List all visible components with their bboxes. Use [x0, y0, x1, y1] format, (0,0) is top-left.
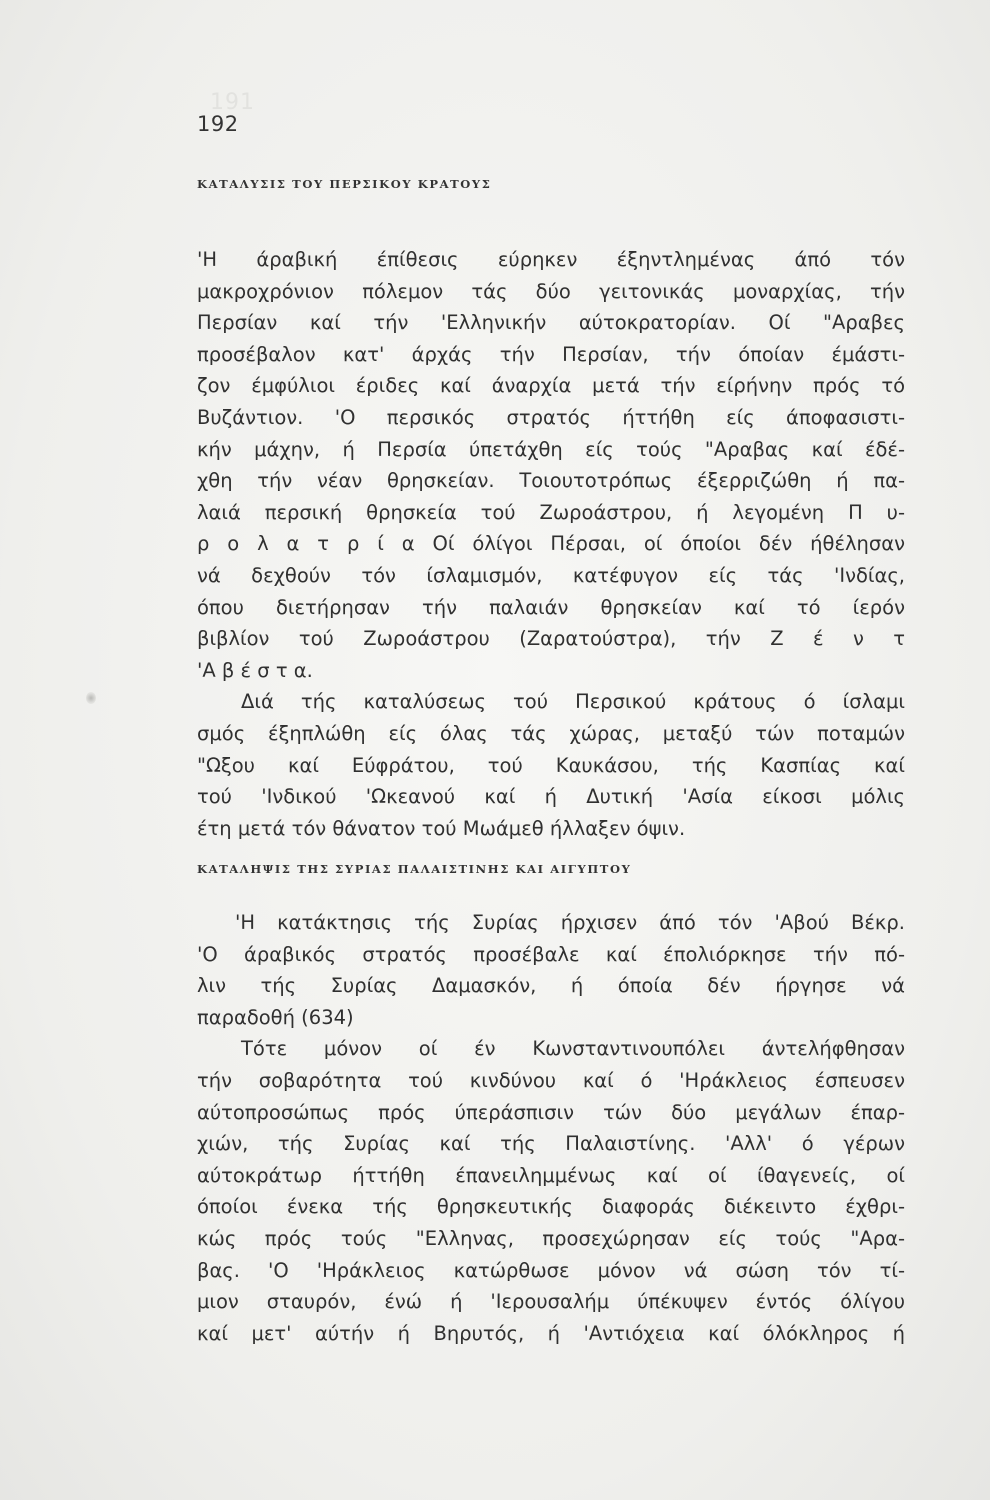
paragraph-line: βας. 'Ο 'Ηράκλειος κατώρθωσε μόνον νά σώση τόν τί- [197, 1258, 905, 1282]
paragraph-line: 'Ο άραβικός στρατός προσέβαλε καί έπολιόρκησε τήν πό- [197, 942, 905, 966]
paragraph-line: κήν μάχην, ή Περσία ύπετάχθη είς τούς "Αραβας καί έδέ- [197, 437, 905, 461]
paragraph-line: σμός έξηπλώθη είς όλας τάς χώρας, μεταξύ τών ποταμών [197, 721, 905, 745]
paragraph-line: παραδοθή (634) [197, 1005, 354, 1029]
bleed-through-page-number: 191 [210, 90, 255, 115]
paragraph-line: Διά τής καταλύσεως τού Περσικού κράτους ό ίσλαμι [241, 690, 905, 714]
paragraph-line: όποίοι ένεκα τής θρησκευτικής διαφοράς διέκειντο έχθρι- [197, 1195, 905, 1219]
paragraph-line: "Ωξου καί Εύφράτου, τού Καυκάσου, τής Κασπίας καί [197, 753, 905, 777]
paragraph-line: όπου διετήρησαν τήν παλαιάν θρησκείαν καί τό ίερόν [197, 595, 905, 619]
paragraph-line: νά δεχθούν τόν ίσλαμισμόν, κατέφυγον είς τάς 'Ινδίας, [197, 563, 905, 587]
paragraph-line: Περσίαν καί τήν 'Ελληνικήν αύτοκρατορίαν. Οί "Αραβες [197, 311, 905, 335]
paragraph-line: ζον έμφύλιοι έριδες καί άναρχία μετά τήν είρήνην πρός τό [197, 374, 905, 398]
paragraph-line: Βυζάντιον. 'Ο περσικός στρατός ήττήθη είς άποφασιστι- [197, 405, 905, 429]
page-number: 192 [197, 112, 239, 136]
paragraph-line: αύτοκράτωρ ήττήθη έπανειλημμένως καί οί ίθαγενείς, οί [197, 1163, 905, 1187]
paragraph-line: χθη τήν νέαν θρησκείαν. Τοιουτοτρόπως έξερριζώθη ή πα- [197, 469, 905, 493]
section-body-syria-conquest [197, 907, 905, 1349]
paragraph-line: Τότε μόνον οί έν Κωνσταντινουπόλει άντελήφθησαν [241, 1037, 905, 1061]
paragraph-line: καί μετ' αύτήν ή Βηρυτός, ή 'Αντιόχεια καί όλόκληρος ή [197, 1321, 905, 1345]
paragraph-line: βιβλίον τού Ζωροάστρου (Ζαρατούστρα), τήν Ζ έ ν τ [197, 627, 905, 651]
section-heading-persian-fall: ΚΑΤΑΛΥΣΙΣ ΤΟΥ ΠΕΡΣΙΚΟΥ ΚΡΑΤΟΥΣ [197, 177, 492, 191]
paragraph-line: αύτοπροσώπως πρός ύπεράσπισιν τών δύο μεγάλων έπαρ- [197, 1100, 905, 1124]
paragraph-line: τού 'Ινδικού 'Ωκεανού καί ή Δυτική 'Ασία είκοσι μόλις [197, 785, 905, 809]
paragraph-line: 'Α β έ σ τ α. [197, 658, 313, 682]
paragraph-line: 'Η κατάκτησις τής Συρίας ήρχισεν άπό τόν 'Αβού Βέκρ. [235, 911, 905, 934]
paragraph-line: ρ ο λ α τ ρ ί α Οί όλίγοι Πέρσαι, οί όποίοι δέν ήθέλησαν [197, 532, 905, 556]
section-heading-syria-conquest: ΚΑΤΑΛΗΨΙΣ ΤΗΣ ΣΥΡΙΑΣ ΠΑΛΑΙΣΤΙΝΗΣ ΚΑΙ ΑΙΓΥΠΤΟΥ [197, 862, 632, 876]
paragraph-line: μιον σταυρόν, ένώ ή 'Ιερουσαλήμ ύπέκυψεν έντός όλίγου [197, 1290, 905, 1314]
paragraph-line: 'Η άραβική έπίθεσις εύρηκεν έξηντλημένας άπό τόν [197, 248, 905, 271]
paragraph-line: κώς πρός τούς "Ελληνας, προσεχώρησαν είς τούς "Αρα- [197, 1226, 905, 1250]
paragraph-line: λιν τής Συρίας Δαμασκόν, ή όποία δέν ήργησε νά [197, 974, 905, 998]
paragraph-line: τήν σοβαρότητα τού κινδύνου καί ό 'Ηράκλειος έσπευσεν [197, 1068, 905, 1092]
paragraph-line: έτη μετά τόν θάνατον τού Μωάμεθ ήλλαξεν όψιν. [197, 816, 686, 840]
paragraph-line: λαιά περσική θρησκεία τού Ζωροάστρου, ή λεγομένη Π υ- [197, 500, 905, 524]
paragraph-line: χιών, τής Συρίας καί τής Παλαιστίνης. 'Αλλ' ό γέρων [197, 1132, 905, 1156]
section-body-persian-fall [197, 244, 905, 844]
paragraph-line: προσέβαλον κατ' άρχάς τήν Περσίαν, τήν όποίαν έμάστι- [197, 342, 905, 366]
paper-speck [86, 692, 96, 704]
paragraph-line: μακροχρόνιον πόλεμον τάς δύο γειτονικάς μοναρχίας, τήν [197, 279, 905, 303]
